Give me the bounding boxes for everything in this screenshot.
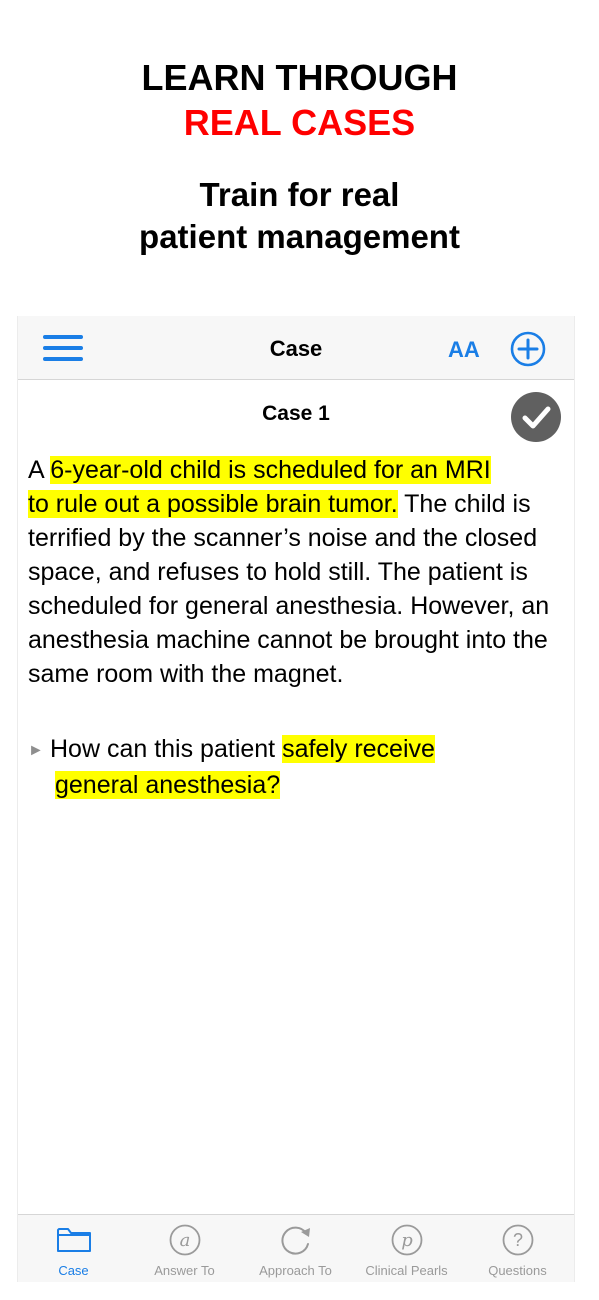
tab-approach-to[interactable] <box>240 1215 351 1282</box>
pearl-p-icon <box>389 1224 425 1256</box>
tab-case[interactable] <box>18 1215 129 1282</box>
promo-headline-line1: LEARN THROUGH <box>141 57 458 98</box>
case-highlight-2: to rule out a possible brain tumor. <box>28 490 398 518</box>
question-mark-icon <box>500 1224 536 1256</box>
promo-subhead-line1: Train for real <box>199 176 400 213</box>
tab-bar <box>18 1214 574 1282</box>
tab-label: Approach To <box>259 1263 332 1278</box>
tab-clinical-pearls[interactable] <box>351 1215 462 1282</box>
case-text-line2-rest: The child <box>397 490 506 518</box>
question-prefix: How can this patient <box>50 735 283 763</box>
case-text-rest: is terrified by the scanner’s noise and the closed space, and refuses to hold still. The patient is scheduled for general anesthesia. However, an anesthesia machine cannot be brought into the same room with the magnet. <box>28 490 550 688</box>
case-text-lead: A <box>28 456 51 484</box>
case-highlight-1: 6-year-old child is scheduled for an MRI <box>50 456 491 484</box>
checkmark-circle-icon[interactable] <box>511 392 561 442</box>
case-description <box>28 453 566 691</box>
triangle-right-icon: ► <box>28 742 44 759</box>
nav-title: Case <box>269 336 323 361</box>
tab-label: Questions <box>488 1263 547 1278</box>
svg-text:?: ? <box>512 1230 524 1250</box>
promo-subhead-line2: patient management <box>139 218 460 255</box>
at-sign-icon <box>167 1224 203 1256</box>
refresh-icon <box>278 1224 314 1256</box>
font-size-button[interactable]: AA <box>448 337 480 362</box>
question-highlight-2: general anesthesia? <box>55 771 281 799</box>
tab-label: Answer To <box>154 1263 215 1278</box>
question-highlight-1: safely receive <box>282 735 435 763</box>
svg-text:p: p <box>401 1230 413 1251</box>
case-title: Case 1 <box>262 402 330 425</box>
case-question <box>28 732 566 802</box>
promo-headline-line2: REAL CASES <box>183 102 416 143</box>
hamburger-menu-icon[interactable] <box>43 334 83 362</box>
plus-circle-icon[interactable] <box>510 331 546 367</box>
navigation-bar <box>18 316 574 380</box>
app-screen <box>17 316 575 1282</box>
tab-answer-to[interactable] <box>129 1215 240 1282</box>
svg-text:a: a <box>179 1230 191 1251</box>
tab-label: Case <box>58 1263 89 1278</box>
folder-icon <box>56 1224 92 1254</box>
tab-label: Clinical Pearls <box>365 1263 448 1278</box>
tab-questions[interactable] <box>462 1215 573 1282</box>
